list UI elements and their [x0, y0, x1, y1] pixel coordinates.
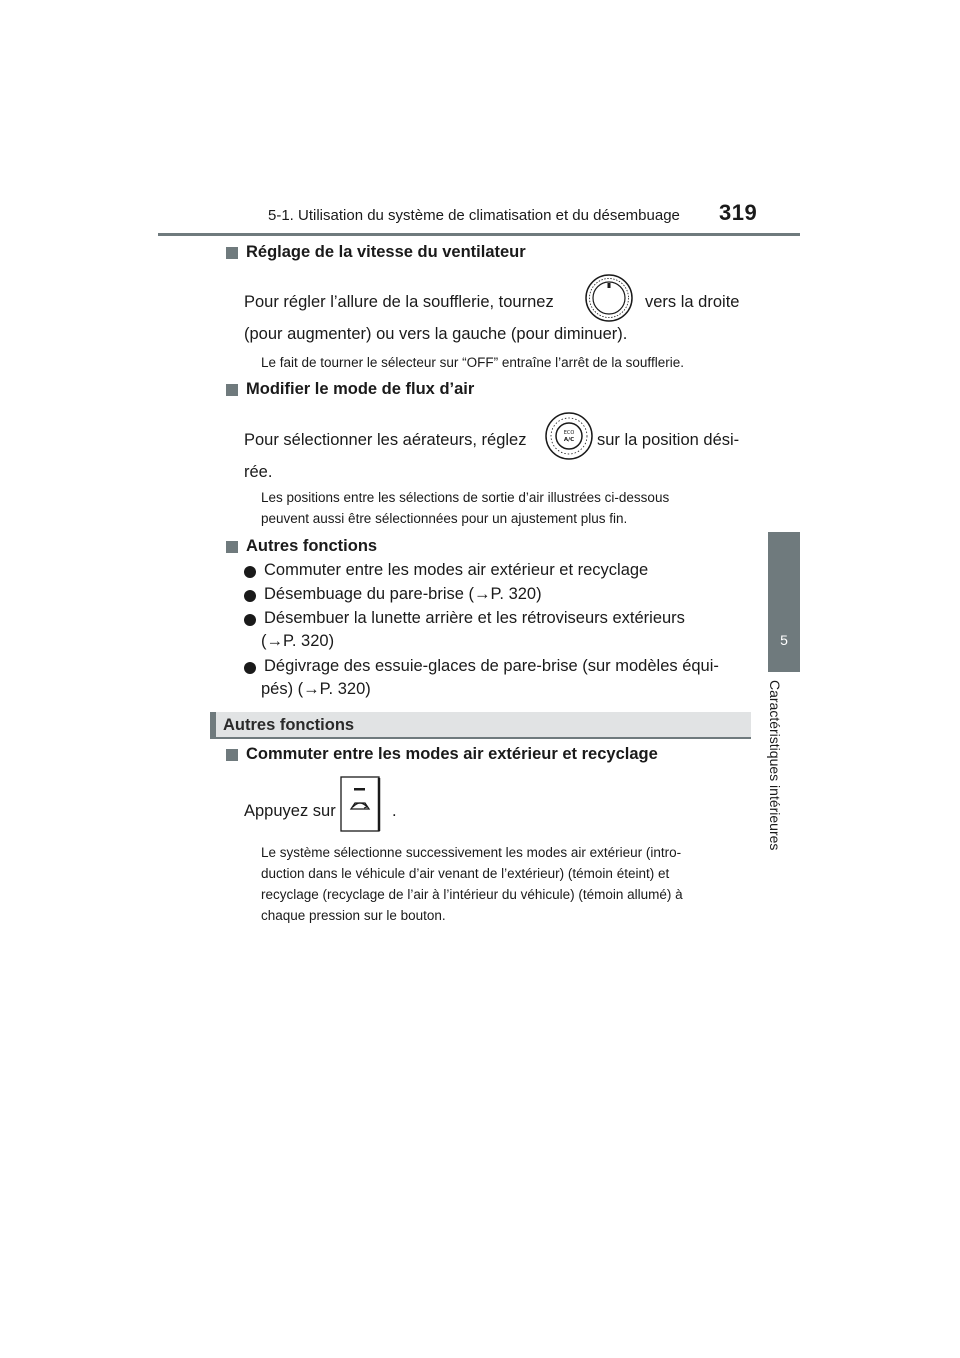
bullet-dot-icon [244, 566, 256, 578]
recirc-note-line1: Le système sélectionne successivement les modes air extérieur (intro- [261, 845, 682, 860]
air-flow-text-a: Pour sélectionner les aérateurs, réglez [244, 431, 527, 449]
list-item-continuation: (→P. 320) [261, 632, 335, 650]
header-section-title: 5-1. Utilisation du système de climatisation et du désembuage [268, 207, 680, 224]
recirc-text-a: Appuyez sur [244, 802, 336, 820]
fan-speed-heading [226, 243, 526, 262]
page-number: 319 [719, 200, 758, 225]
other-functions-heading [226, 537, 377, 556]
air-flow-note-line2: peuvent aussi être sélectionnées pour un ajustement plus fin. [261, 511, 628, 526]
air-flow-mode-dial-icon [544, 411, 594, 461]
list-item: Désembuer la lunette arrière et les rétroviseurs extérieurs [242, 609, 685, 628]
air-flow-text-line2: rée. [244, 463, 273, 481]
square-bullet-icon [226, 541, 238, 553]
fan-speed-text-a: Pour régler l’allure de la soufflerie, tournez [244, 293, 554, 311]
bullet-dot-icon [244, 662, 256, 674]
recirc-note-line3: recyclage (recyclage de l’air à l’intérieur du véhicule) (témoin allumé) à [261, 887, 683, 902]
recirc-note-line2: duction dans le véhicule d’air venant de l’extérieur) (témoin éteint) et [261, 866, 670, 881]
section-header-title: Autres fonctions [223, 716, 355, 734]
square-bullet-icon [226, 384, 238, 396]
svg-text:A/C: A/C [563, 437, 575, 443]
air-flow-text-b: sur la position dési- [597, 431, 740, 449]
bullet-dot-icon [244, 614, 256, 626]
recirculation-button-icon [340, 776, 382, 832]
list-item: Dégivrage des essuie-glaces de pare-brise (sur modèles équi- [242, 657, 719, 676]
header-rule [158, 233, 800, 236]
air-flow-heading-text: Modifier le mode de flux d’air [246, 380, 475, 398]
fan-speed-text-line2: (pour augmenter) ou vers la gauche (pour diminuer). [244, 325, 628, 343]
section-header-rule [210, 737, 751, 739]
side-tab [768, 532, 800, 672]
air-flow-note-line1: Les positions entre les sélections de sortie d’air illustrées ci-dessous [261, 490, 670, 505]
side-tab-label: Caractéristiques intérieures [767, 680, 783, 851]
other-functions-heading-text: Autres fonctions [246, 537, 378, 555]
fan-speed-dial-icon [584, 273, 634, 323]
recirc-heading-text: Commuter entre les modes air extérieur et recyclage [246, 745, 658, 763]
square-bullet-icon [226, 247, 238, 259]
fan-speed-note: Le fait de tourner le sélecteur sur “OFF” entraîne l’arrêt de la soufflerie. [261, 355, 684, 370]
air-flow-heading [226, 380, 474, 399]
recirc-note-line4: chaque pression sur le bouton. [261, 908, 446, 923]
square-bullet-icon [226, 749, 238, 761]
svg-text:ECO: ECO [563, 430, 575, 436]
fan-speed-heading-text: Réglage de la vitesse du ventilateur [246, 243, 526, 261]
list-item: Désembuage du pare-brise (→P. 320) [242, 585, 542, 604]
list-item-continuation: pés) (→P. 320) [261, 680, 371, 698]
fan-speed-text-b: vers la droite [645, 293, 740, 311]
bullet-dot-icon [244, 590, 256, 602]
list-item: Commuter entre les modes air extérieur et recyclage [242, 561, 648, 580]
recirc-heading [226, 745, 658, 764]
side-tab-number: 5 [780, 632, 788, 648]
recirc-text-b: . [392, 802, 397, 820]
